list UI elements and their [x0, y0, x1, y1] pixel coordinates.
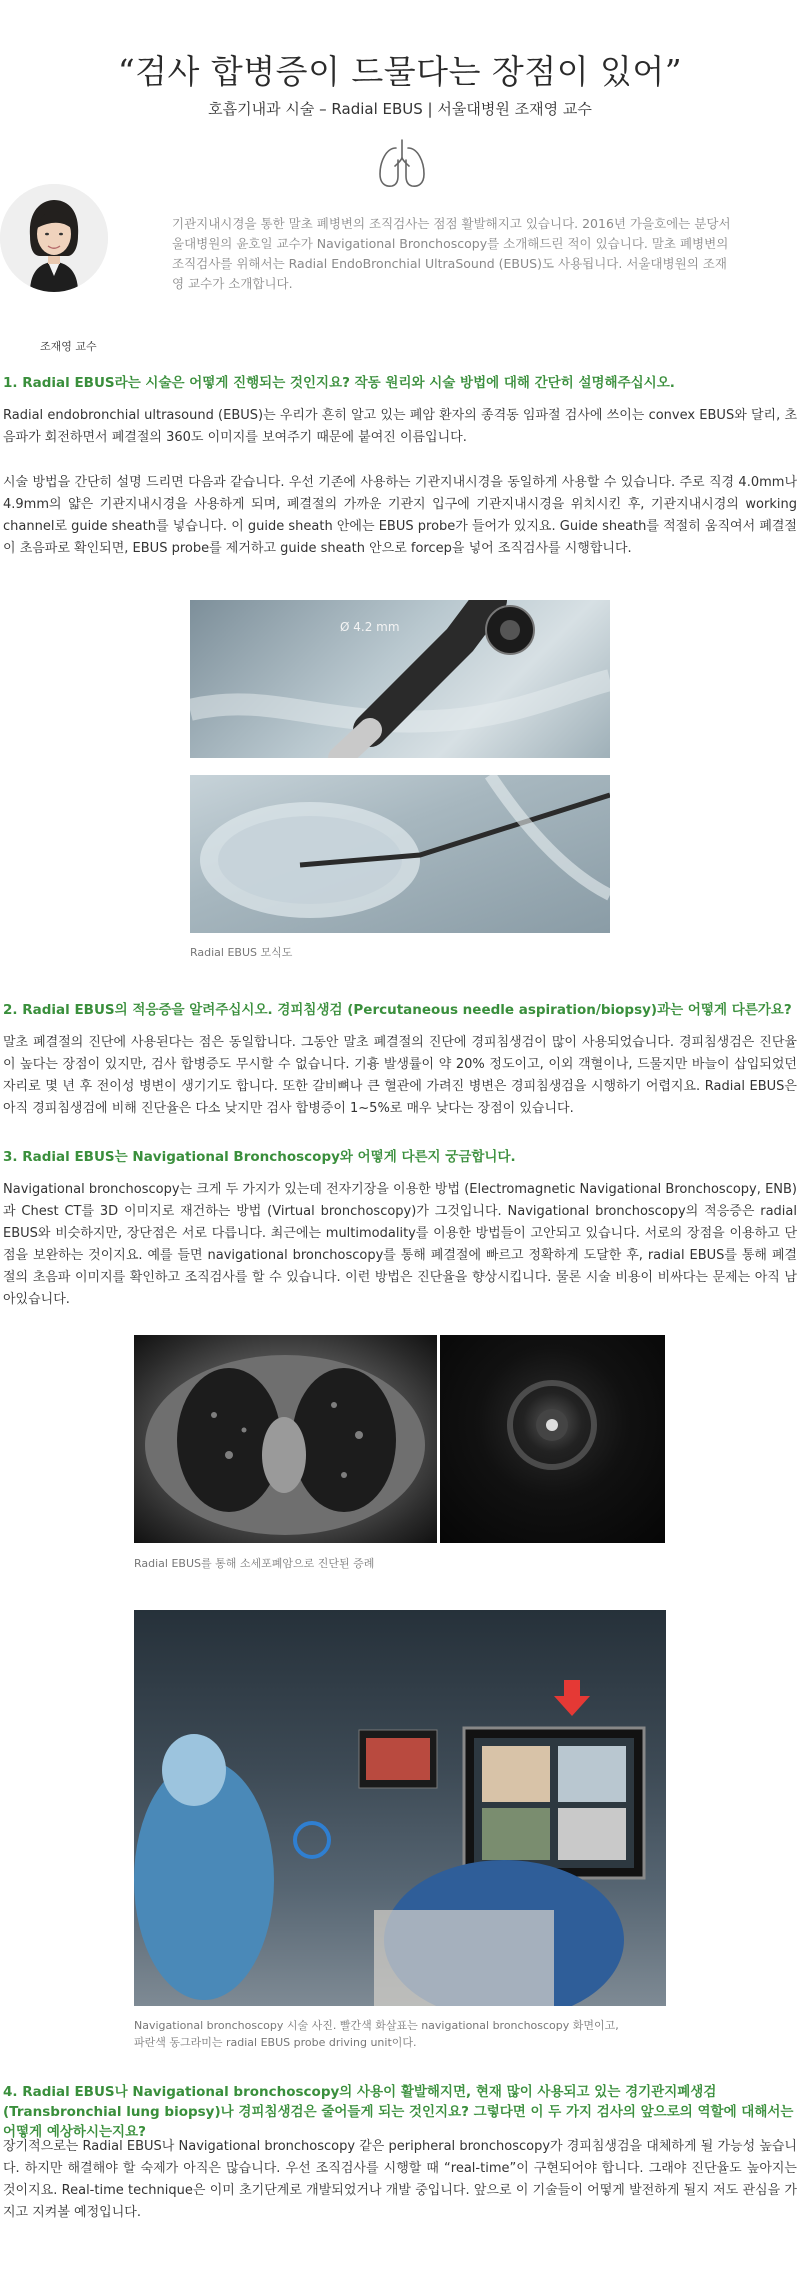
- answer-2-paragraph-1: 말초 폐결절의 진단에 사용된다는 점은 동일합니다. 그동안 말초 폐결절의 진단에 경피침생검이 많이 사용되었습니다. 경피침생검은 진단율이 높다는 장점이 있지만, 검사 합병증도 무시할 수 없습니다. 기흉 발생률이 약 20% 정도이고, 이외 객혈이나, 드물지만 바늘이 삽입되었던 자리로 몇 년 후 전이성 병변이 생기기도 합니다. 또한 갈비뼈나 큰 혈관에 가려진 병변은 경피침생검을 시행하기 어렵지요. Radial EBUS은 아직 경피침생검에 비해 진단율은 다소 낮지만 검사 합병증이 1~5%로 매우 낮다는 장점이 있습니다.: [3, 1035, 797, 1116]
- intro-text: 기관지내시경을 통한 말초 폐병변의 조직검사는 점점 활발해지고 있습니다. 2016년 가을호에는 분당서울대병원의 윤호일 교수가 Navigational Bronchoscopy를 소개해드린 적이 있습니다. 말초 폐병변의 조직검사를 위해서는 Radial EndoBronchial UltraSound (EBUS)도 사용됩니다. 서울대병원의 조재영 교수가 소개합니다.: [172, 216, 731, 291]
- avatar: [0, 184, 108, 292]
- answer-4-paragraph-1: 장기적으로는 Radial EBUS나 Navigational bronchoscopy 같은 peripheral bronchoscopy가 경피침생검을 대체하게 될 가능성 높습니다. 하지만 해결해야 할 숙제가 아직은 많습니다. 우선 조직검사를 시행할 때 “real-time”이 구현되어야 합니다. 그래야 진단율도 높아지는 것이지요. Real-time technique은 이미 초기단계로 개발되었거나 개발 중입니다. 앞으로 이 기술들이 어떻게 발전하게 될지 저도 관심을 가지고 지켜볼 예정입니다.: [3, 2139, 797, 2220]
- probe-diameter-label: Ø 4.2 mm: [340, 620, 400, 634]
- radial-ebus-ultrasound-image: [440, 1335, 665, 1543]
- guide-sheath-image: [190, 775, 610, 933]
- question-4: 4. Radial EBUS나 Navigational bronchoscopy의 사용이 활발해지면, 현재 많이 사용되고 있는 경기관지폐생검 (Transbronchial lung biopsy)나 경피침생검은 줄어들게 되는 것인지요? 그렇다면 이 두 가지 검사의 앞으로의 역할에 대해서는 어떻게 예상하시는지요?: [3, 2084, 794, 2140]
- question-2: 2. Radial EBUS의 적응증을 알려주십시오. 경피침생검 (Percutaneous needle aspiration/biopsy)과는 어떻게 다른가요?: [3, 1002, 792, 1018]
- figure-caption-2: Radial EBUS를 통해 소세포폐암으로 진단된 증례: [134, 1557, 375, 1570]
- figure-caption-1: Radial EBUS 모식도: [190, 946, 293, 959]
- procedure-room-photo: [134, 1610, 666, 2006]
- lungs-icon: [374, 136, 430, 192]
- portrait-image: [0, 184, 108, 292]
- answer-1-paragraph-2: 시술 방법을 간단히 설명 드리면 다음과 같습니다. 우선 기존에 사용하는 기관지내시경을 동일하게 사용할 수 있습니다. 주로 직경 4.0mm나 4.9mm의 얇은 기관지내시경을 사용하게 되며, 폐결절의 가까운 기관지 입구에 기관지내시경을 위치시킨 후, 기관지내시경의 working channel로 guide sheath를 넣습니다. 이 guide sheath 안에는 EBUS probe가 들어가 있지요. Guide sheath를 적절히 움직여서 폐결절이 초음파로 확인되면, EBUS probe를 제거하고 guide sheath 안으로 forcep을 넣어 조직검사를 시행합니다.: [3, 475, 797, 556]
- chest-ct-image: [134, 1335, 437, 1543]
- ebus-probe-image: [190, 600, 610, 758]
- profile-name: 조재영 교수: [40, 340, 97, 353]
- figure-caption-3-line-2: 파란색 동그라미는 radial EBUS probe driving unit이다.: [134, 2036, 417, 2049]
- question-1: 1. Radial EBUS라는 시술은 어떻게 진행되는 것인지요? 작동 원리와 시술 방법에 대해 간단히 설명해주십시오.: [3, 375, 675, 391]
- figure-caption-3: [134, 2017, 619, 2051]
- article-title: “검사 합병증이 드물다는 장점이 있어”: [117, 52, 683, 91]
- question-3: 3. Radial EBUS는 Navigational Bronchoscopy와 어떻게 다른지 궁금합니다.: [3, 1149, 516, 1165]
- answer-3-paragraph-1: Navigational bronchoscopy는 크게 두 가지가 있는데 전자기장을 이용한 방법 (Electromagnetic Navigational Bronchoscopy, ENB)과 Chest CT를 3D 이미지로 재건하는 방법 (Virtual bronchoscopy)가 그것입니다. Navigational bronchoscopy의 적응증은 radial EBUS와 비슷하지만, 장단점은 서로 다릅니다. 최근에는 multimodality를 이용한 방법들이 고안되고 있습니다. 서로의 장점을 이용하고 단점을 보완하는 것이지요. 예를 들면 navigational bronchoscopy를 통해 폐결절에 빠르고 정확하게 도달한 후, radial EBUS를 통해 폐결절의 초음파 이미지를 확인하고 조직검사를 할 수 있습니다. 이런 방법은 진단율을 향상시킵니다. 물론 시술 비용이 비싸다는 문제는 아직 남아있습니다.: [3, 1182, 797, 1307]
- article-subtitle: 호흡기내과 시술 – Radial EBUS | 서울대병원 조재영 교수: [208, 100, 592, 118]
- answer-1-paragraph-1: Radial endobronchial ultrasound (EBUS)는 우리가 흔히 알고 있는 폐암 환자의 종격동 임파절 검사에 쓰이는 convex EBUS와 달리, 초음파가 회전하면서 폐결절의 360도 이미지를 보여주기 때문에 붙여진 이름입니다.: [3, 408, 797, 445]
- figure-caption-3-line-1: Navigational bronchoscopy 시술 사진. 빨간색 화살표는 navigational bronchoscopy 화면이고,: [134, 2019, 619, 2032]
